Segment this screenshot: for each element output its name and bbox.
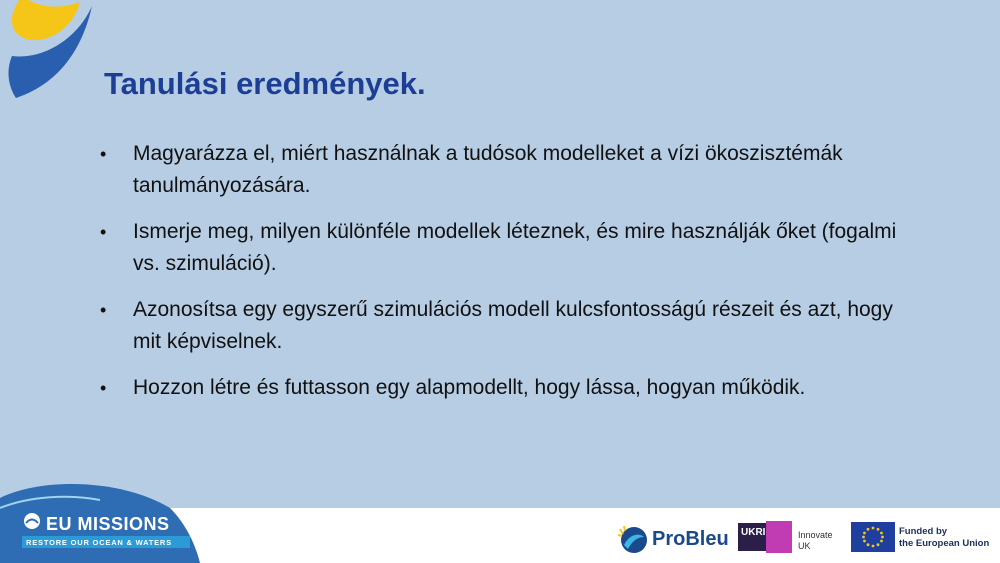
ukri-logo (738, 521, 792, 553)
corner-brand-logo (0, 0, 110, 100)
eu-missions-subtitle: RESTORE OUR OCEAN & WATERS (26, 538, 172, 547)
list-item (100, 138, 900, 202)
list-item (100, 216, 900, 280)
list-item-text: Ismerje meg, milyen különféle modellek léteznek, és mire használják őket (fogalmi vs. szimuláció). (133, 220, 897, 275)
ukri-logo-text: UKRI (741, 527, 766, 538)
innovate-uk-line2: UK (798, 541, 811, 551)
bullet-icon: • (100, 222, 107, 242)
bullet-icon: • (100, 144, 107, 164)
eu-missions-title: EU MISSIONS (46, 514, 170, 534)
eu-funding-line2: the European Union (899, 538, 990, 549)
eu-funding-line1: Funded by (899, 526, 948, 537)
list-item-text: Magyarázza el, miért használnak a tudósok modelleket a vízi ökoszisztémák tanulmányozására. (133, 142, 843, 197)
bullet-icon: • (100, 300, 107, 320)
list-item-text: Hozzon létre és futtasson egy alapmodellt, hogy lássa, hogyan működik. (133, 376, 806, 399)
list-item (100, 372, 900, 404)
bullet-icon: • (100, 378, 107, 398)
list-item (100, 294, 900, 358)
slide-title: Tanulási eredmények. (104, 66, 426, 101)
eu-flag-icon (851, 522, 895, 552)
innovate-uk-line1: Innovate (798, 530, 833, 540)
eu-funding-label (899, 526, 989, 550)
probleu-label: ProBleu (652, 528, 729, 550)
learning-outcomes-list (100, 138, 900, 418)
list-item-text: Azonosítsa egy egyszerű szimulációs modell kulcsfontosságú részeit és azt, hogy mit képviselnek. (133, 298, 893, 353)
innovate-uk-label (798, 530, 833, 552)
